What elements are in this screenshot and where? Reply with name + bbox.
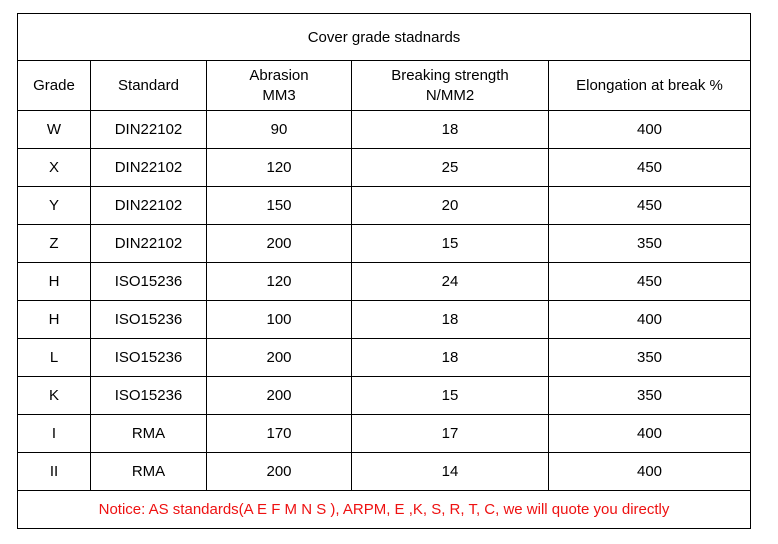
cell-standard: ISO15236 bbox=[91, 263, 207, 301]
cell-standard: ISO15236 bbox=[91, 301, 207, 339]
cell-breaking: 14 bbox=[352, 453, 549, 491]
cell-elongation: 450 bbox=[549, 263, 751, 301]
notice-text: Notice: AS standards(A E F M N S ), ARPM, E ,K, S, R, T, C, we will quote you directly bbox=[18, 491, 751, 529]
cell-breaking: 15 bbox=[352, 377, 549, 415]
cell-breaking: 25 bbox=[352, 149, 549, 187]
cell-elongation: 400 bbox=[549, 301, 751, 339]
cell-breaking: 15 bbox=[352, 225, 549, 263]
cell-elongation: 350 bbox=[549, 225, 751, 263]
cell-grade: Y bbox=[18, 187, 91, 225]
cell-abrasion: 200 bbox=[207, 377, 352, 415]
cell-standard: ISO15236 bbox=[91, 377, 207, 415]
cell-breaking: 20 bbox=[352, 187, 549, 225]
header-abrasion bbox=[207, 61, 352, 111]
cell-elongation: 450 bbox=[549, 149, 751, 187]
header-standard: Standard bbox=[91, 61, 207, 111]
cover-grade-table bbox=[17, 13, 751, 529]
cell-grade: W bbox=[18, 111, 91, 149]
cell-grade: L bbox=[18, 339, 91, 377]
cell-breaking: 18 bbox=[352, 339, 549, 377]
cell-abrasion: 200 bbox=[207, 225, 352, 263]
cell-grade: X bbox=[18, 149, 91, 187]
cell-elongation: 400 bbox=[549, 111, 751, 149]
table-row bbox=[18, 187, 751, 225]
cell-standard: DIN22102 bbox=[91, 225, 207, 263]
table-row bbox=[18, 263, 751, 301]
cell-standard: DIN22102 bbox=[91, 187, 207, 225]
cell-abrasion: 200 bbox=[207, 453, 352, 491]
cell-elongation: 400 bbox=[549, 415, 751, 453]
cell-grade: I bbox=[18, 415, 91, 453]
cell-breaking: 24 bbox=[352, 263, 549, 301]
header-row bbox=[18, 61, 751, 111]
notice-row bbox=[18, 491, 751, 529]
cell-abrasion: 170 bbox=[207, 415, 352, 453]
cell-elongation: 350 bbox=[549, 339, 751, 377]
table-title: Cover grade stadnards bbox=[18, 14, 751, 61]
cell-elongation: 350 bbox=[549, 377, 751, 415]
cell-abrasion: 100 bbox=[207, 301, 352, 339]
cell-grade: II bbox=[18, 453, 91, 491]
cell-abrasion: 200 bbox=[207, 339, 352, 377]
table-row bbox=[18, 225, 751, 263]
cell-grade: H bbox=[18, 301, 91, 339]
table-row bbox=[18, 149, 751, 187]
cell-elongation: 400 bbox=[549, 453, 751, 491]
title-row bbox=[18, 14, 751, 61]
header-elongation: Elongation at break % bbox=[549, 61, 751, 111]
table-row bbox=[18, 415, 751, 453]
cell-breaking: 18 bbox=[352, 111, 549, 149]
header-abrasion-label: Abrasion bbox=[249, 66, 309, 84]
cell-standard: ISO15236 bbox=[91, 339, 207, 377]
header-breaking-label: Breaking strength bbox=[391, 66, 509, 84]
cell-standard: RMA bbox=[91, 415, 207, 453]
cell-breaking: 17 bbox=[352, 415, 549, 453]
cell-standard: DIN22102 bbox=[91, 149, 207, 187]
cell-abrasion: 120 bbox=[207, 149, 352, 187]
cell-breaking: 18 bbox=[352, 301, 549, 339]
table-row bbox=[18, 453, 751, 491]
table-row bbox=[18, 339, 751, 377]
cell-standard: RMA bbox=[91, 453, 207, 491]
cell-elongation: 450 bbox=[549, 187, 751, 225]
cell-abrasion: 90 bbox=[207, 111, 352, 149]
cell-abrasion: 120 bbox=[207, 263, 352, 301]
header-grade: Grade bbox=[18, 61, 91, 111]
cover-grade-standards-sheet bbox=[17, 13, 750, 531]
table-row bbox=[18, 111, 751, 149]
cell-standard: DIN22102 bbox=[91, 111, 207, 149]
header-breaking-unit: N/MM2 bbox=[425, 86, 475, 104]
header-breaking-strength bbox=[352, 61, 549, 111]
header-abrasion-unit: MM3 bbox=[262, 86, 296, 104]
table-row bbox=[18, 377, 751, 415]
cell-grade: H bbox=[18, 263, 91, 301]
cell-grade: K bbox=[18, 377, 91, 415]
cell-grade: Z bbox=[18, 225, 91, 263]
cell-abrasion: 150 bbox=[207, 187, 352, 225]
table-row bbox=[18, 301, 751, 339]
